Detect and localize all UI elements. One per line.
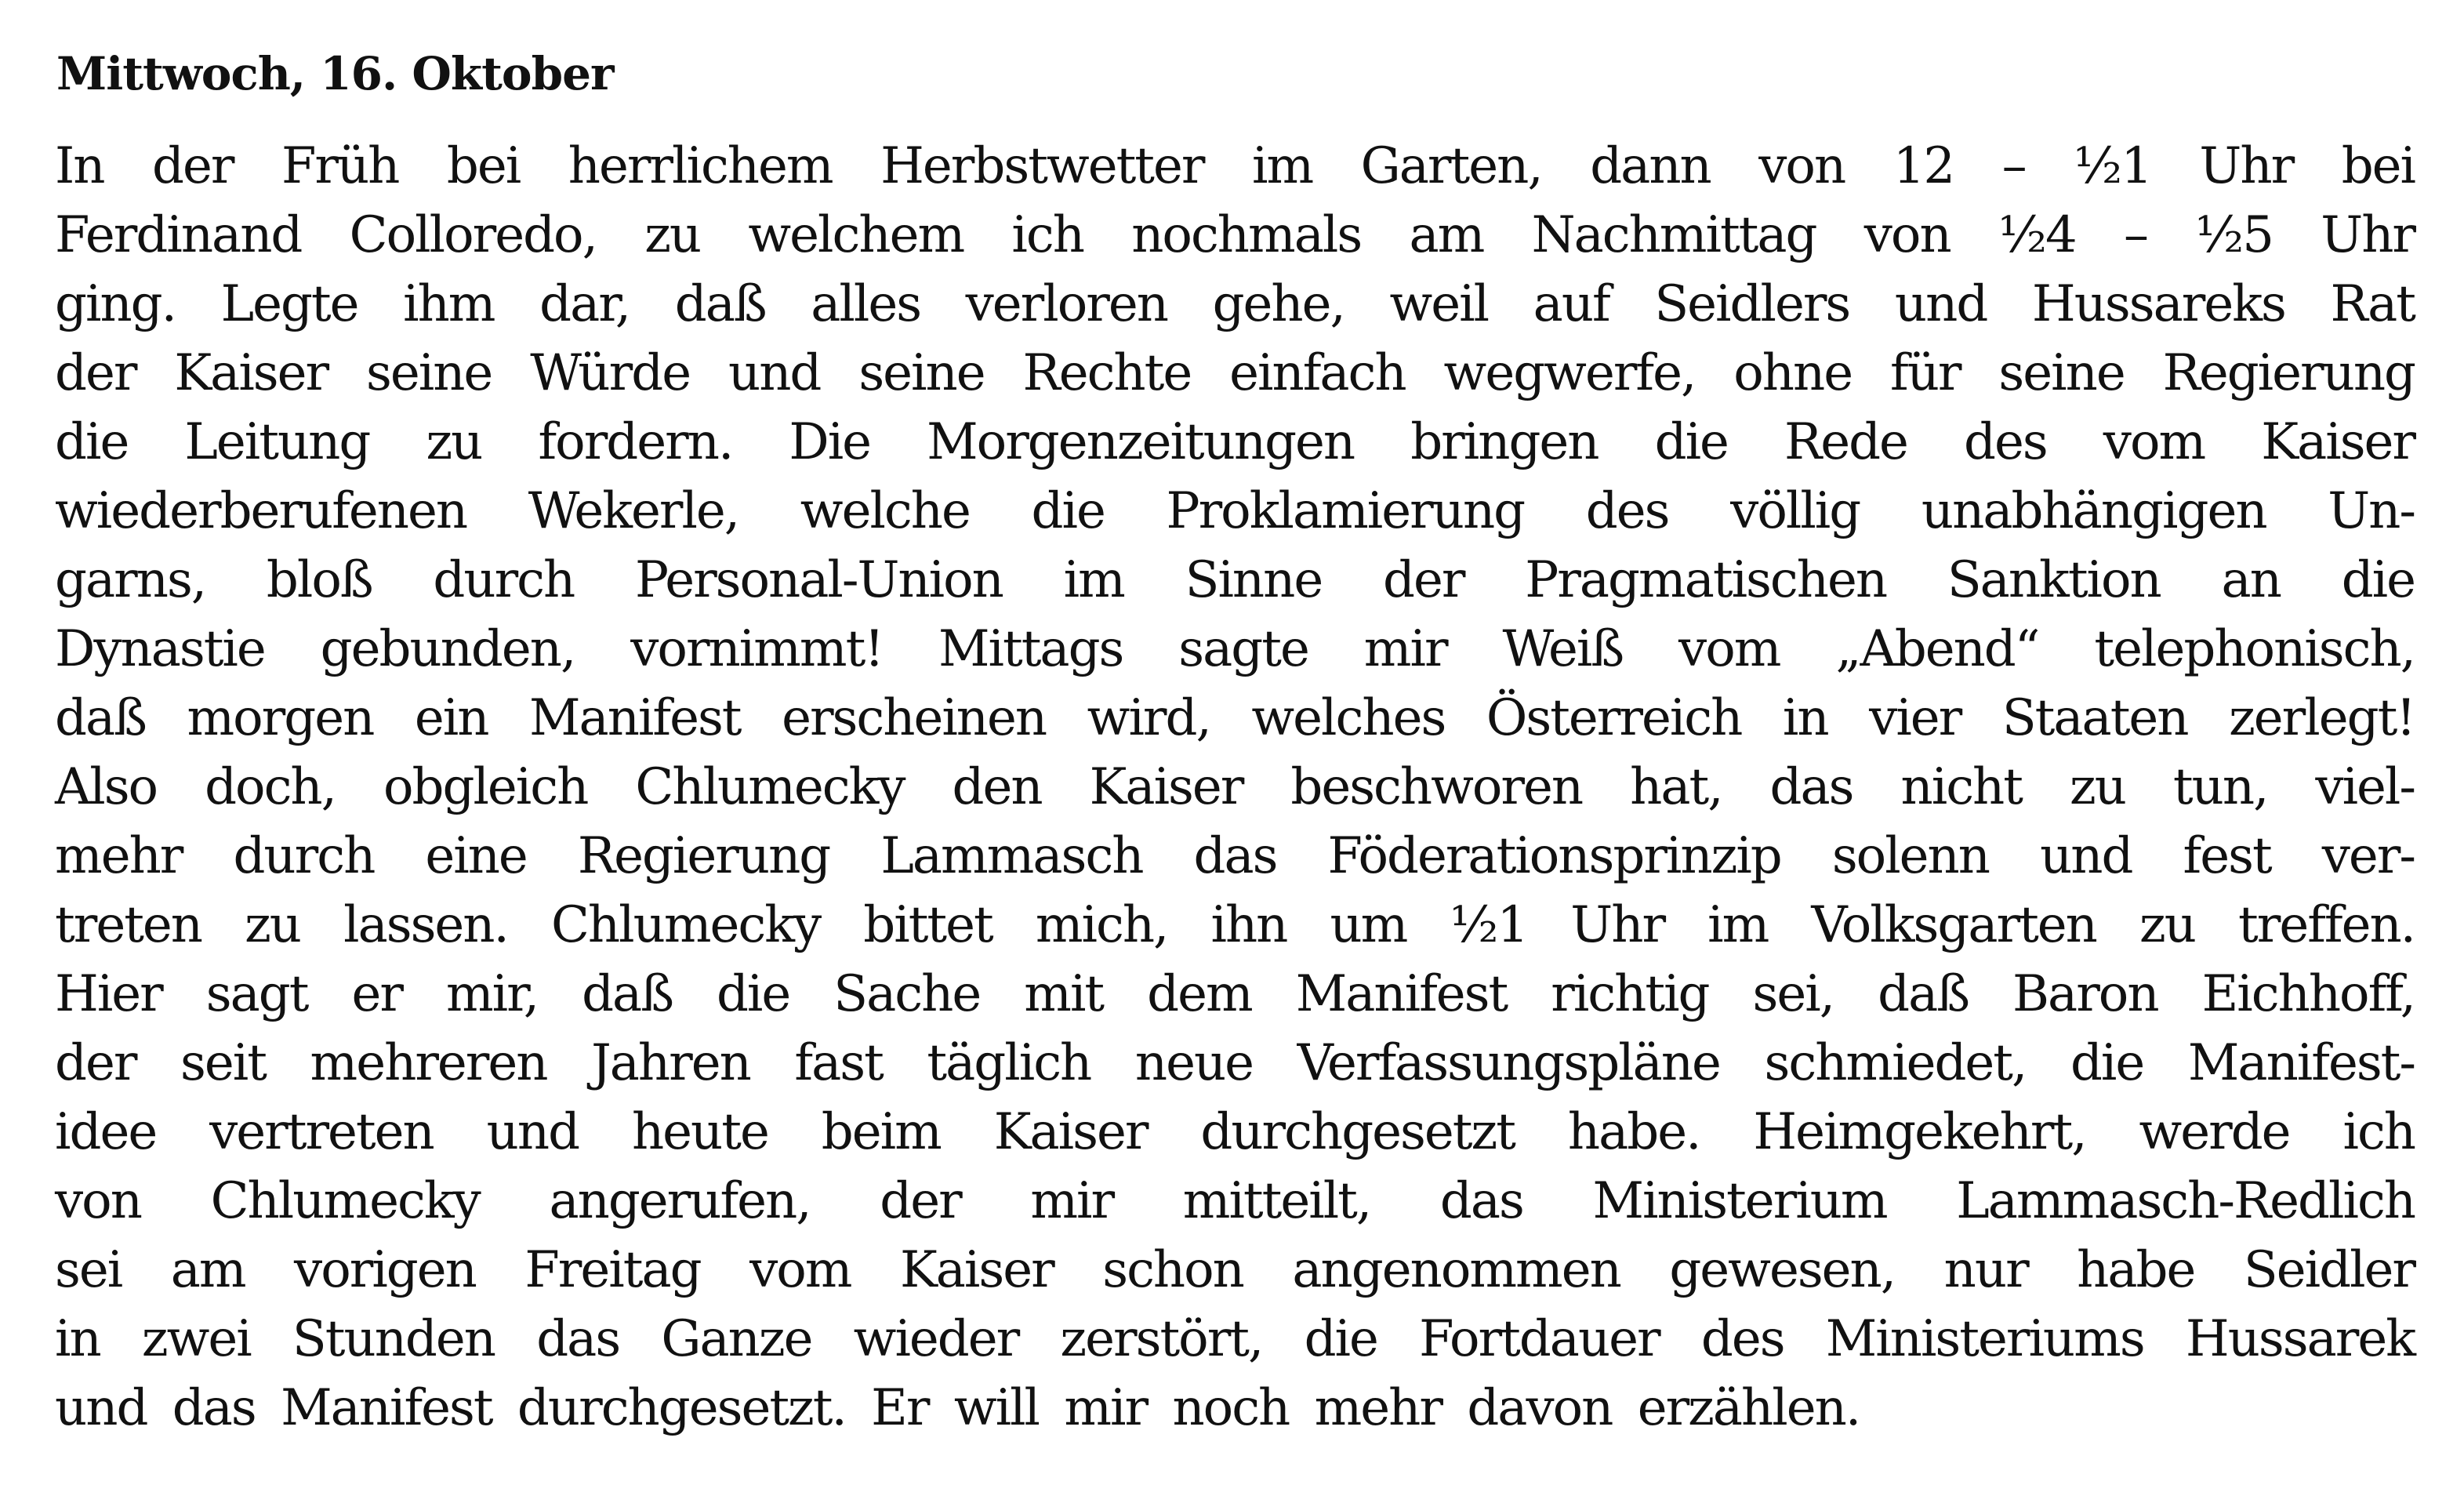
- text-line: daß morgen ein Manifest erscheinen wird, welches Österreich in vier Staaten zerlegt!: [55, 689, 2415, 747]
- text-line: die Leitung zu fordern. Die Morgenzeitungen bringen die Rede des vom Kaiser: [55, 413, 2415, 471]
- text-line: Ferdinand Colloredo, zu welchem ich nochmals am Nachmittag von ½4 – ½5 Uhr: [55, 206, 2415, 264]
- text-line: der Kaiser seine Würde und seine Rechte einfach wegwerfe, ohne für seine Regierung: [55, 344, 2415, 402]
- text-line: von Chlumecky angerufen, der mir mitteilt, das Ministerium Lammasch-Redlich: [55, 1172, 2415, 1230]
- text-line: treten zu lassen. Chlumecky bittet mich, ihn um ½1 Uhr im Volksgarten zu treffen.: [55, 896, 2415, 954]
- text-line: Hier sagt er mir, daß die Sache mit dem Manifest richtig sei, daß Baron Eichhoff,: [55, 965, 2415, 1023]
- text-line: sei am vorigen Freitag vom Kaiser schon angenommen gewesen, nur habe Seidler: [55, 1241, 2415, 1299]
- text-line: ging. Legte ihm dar, daß alles verloren gehe, weil auf Seidlers und Hussareks Rat: [55, 275, 2415, 333]
- text-line: der seit mehreren Jahren fast täglich neue Verfassungspläne schmiedet, die Manifest-: [55, 1034, 2415, 1092]
- text-line: Dynastie gebunden, vornimmt! Mittags sagte mir Weiß vom „Abend“ telephonisch,: [55, 620, 2415, 678]
- text-line: mehr durch eine Regierung Lammasch das Föderationsprinzip solenn und fest ver-: [55, 827, 2415, 885]
- entry-body-text: [55, 132, 2415, 1443]
- text-line: In der Früh bei herrlichem Herbstwetter im Garten, dann von 12 – ½1 Uhr bei: [55, 137, 2415, 195]
- text-line: garns, bloß durch Personal-Union im Sinne der Pragmatischen Sanktion an die: [55, 551, 2415, 609]
- text-line: Also doch, obgleich Chlumecky den Kaiser beschworen hat, das nicht zu tun, viel-: [55, 758, 2415, 816]
- text-line: in zwei Stunden das Ganze wieder zerstört, die Fortdauer des Ministeriums Hussarek: [55, 1310, 2415, 1368]
- text-line: wiederberufenen Wekerle, welche die Proklamierung des völlig unabhängigen Un-: [55, 482, 2415, 540]
- entry-date-heading: Mittwoch, 16. Oktober: [56, 47, 614, 100]
- text-line-last: und das Manifest durchgesetzt. Er will mir noch mehr davon erzählen.: [55, 1379, 1860, 1437]
- text-line: idee vertreten und heute beim Kaiser durchgesetzt habe. Heimgekehrt, werde ich: [55, 1103, 2415, 1161]
